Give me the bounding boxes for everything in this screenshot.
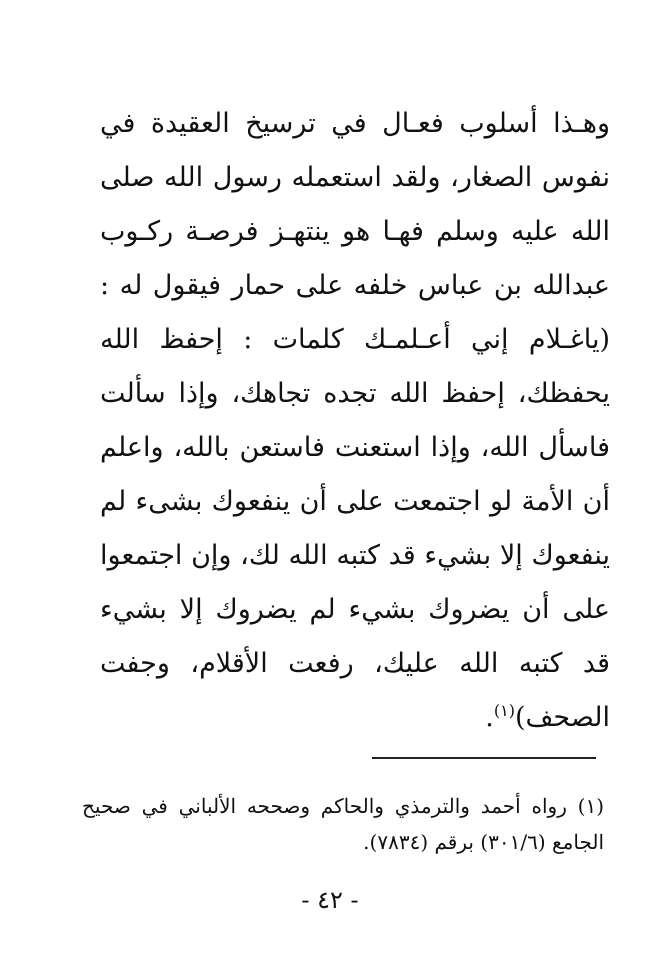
page-number: - ٤٢ - xyxy=(301,886,359,914)
footnote-reference: (١) xyxy=(493,701,515,720)
paragraph-text: وهـذا أسلوب فعـال في ترسيخ العقيدة في نفوس الصغار، ولقد استعمله رسول الله صلى الله عليه وسلم فهـا هو ينتهـز فرصـة ركـوب عبدالله بن عباس خلفه على حمار فيقول له : (ياغـلام إني أعـلمـك كلمات : إحفظ الله يحفظك، إحفظ الله تجده تجاهك، وإذا سألت فاسأل الله، وإذا استعنت فاستعن بالله، واعلم أن الأمة لو اجتمعت على أن ينفعوك بشىء لم ينفعوك إلا بشيء قد كتبه الله لك، وإن اجتمعوا على أن يضروك بشيء لم يضروك إلا بشيء قد كتبه الله عليك، رفعت الأقلام، وجفت الصحف) xyxy=(100,108,610,733)
main-paragraph xyxy=(100,97,610,745)
footnote-separator xyxy=(372,757,596,759)
footnote: (١) رواه أحمد والترمذي والحاكم وصححه الألباني في صحيح الجامع (٣٠١/٦) برقم (٧٨٣٤). xyxy=(82,794,604,854)
paragraph-ending: . xyxy=(485,702,494,733)
